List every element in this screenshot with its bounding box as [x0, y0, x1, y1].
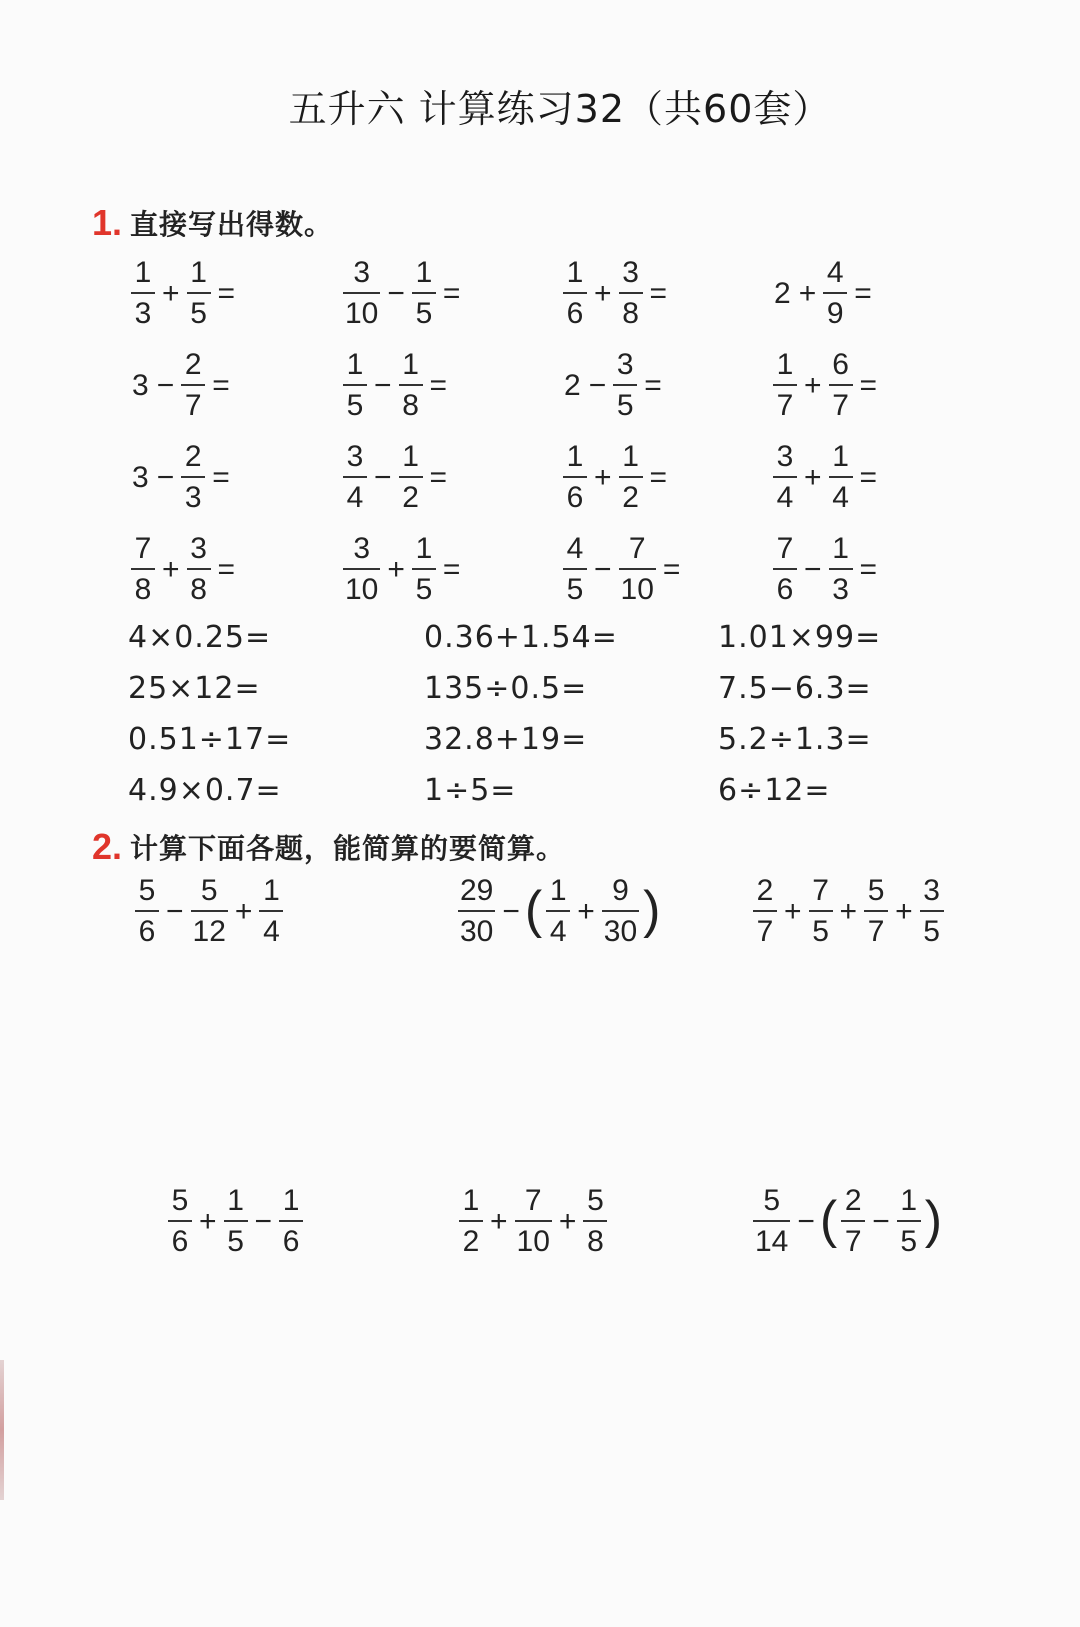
operator: 3: [132, 368, 149, 402]
fraction-bar: [135, 910, 159, 912]
fraction: [399, 442, 423, 513]
numerator: 5: [763, 1184, 781, 1217]
fraction-bar: [613, 384, 637, 386]
numerator: 9: [612, 874, 629, 907]
fraction: [619, 534, 656, 605]
numerator: 5: [587, 1184, 604, 1217]
operator: +: [162, 552, 180, 586]
denominator: 8: [190, 573, 207, 606]
operator: −: [594, 552, 612, 586]
parenthesis: ): [924, 1190, 943, 1249]
fraction-bar: [773, 476, 797, 478]
fraction-bar: [131, 568, 155, 570]
operator: +: [804, 460, 822, 494]
operator: =: [429, 368, 448, 402]
numerator: 1: [415, 256, 433, 289]
fraction-bar: [753, 910, 777, 912]
denominator: 9: [826, 297, 844, 330]
denominator: 10: [345, 297, 379, 330]
fraction-bar: [829, 476, 853, 478]
fraction-bar: [563, 292, 587, 294]
fraction-bar: [399, 476, 423, 478]
fraction-bar: [131, 292, 155, 294]
operator: +: [577, 894, 595, 928]
denominator: 10: [345, 573, 379, 606]
exercise-4-1: [128, 534, 239, 605]
fraction: [753, 876, 777, 947]
denominator: 7: [756, 915, 774, 948]
numerator: 1: [549, 874, 567, 907]
fraction: [458, 876, 495, 947]
fraction: [602, 876, 639, 947]
numerator: 7: [776, 532, 794, 565]
operator: −: [166, 894, 184, 928]
denominator: 6: [171, 1225, 189, 1258]
operator: −: [797, 1204, 815, 1238]
decimal-2-3: 7.5−6.3=: [718, 671, 872, 706]
numerator: 6: [832, 348, 849, 381]
fraction: [613, 350, 637, 421]
fraction: [343, 534, 380, 605]
denominator: 8: [402, 389, 419, 422]
fraction: [563, 442, 587, 513]
operator: =: [429, 460, 448, 494]
numerator: 1: [346, 348, 364, 381]
exercise-1-3: [560, 258, 671, 329]
denominator: 6: [138, 915, 156, 948]
denominator: 8: [134, 573, 152, 606]
exercise-3-2: [340, 442, 451, 513]
fraction: [131, 534, 155, 605]
fraction: [920, 876, 944, 947]
numerator: 1: [415, 532, 433, 565]
fraction: [583, 1186, 607, 1257]
section-2-header: [92, 826, 565, 868]
numerator: 3: [776, 440, 794, 473]
operator: −: [387, 276, 405, 310]
denominator: 2: [402, 481, 419, 514]
numerator: 2: [184, 440, 202, 473]
numerator: 3: [622, 256, 639, 289]
denominator: 7: [867, 915, 885, 948]
decimal-4-3: 6÷12=: [718, 773, 831, 808]
decimal-2-2: 135÷0.5=: [424, 671, 588, 706]
fraction-bar: [459, 1220, 483, 1222]
operator: +: [594, 460, 612, 494]
fraction-bar: [224, 1220, 248, 1222]
fraction-bar: [181, 476, 205, 478]
problem-6: [750, 1186, 943, 1257]
numerator: 4: [566, 532, 584, 565]
denominator: 30: [460, 915, 494, 948]
denominator: 5: [415, 297, 433, 330]
denominator: 6: [776, 573, 794, 606]
fraction-bar: [773, 384, 797, 386]
fraction-bar: [343, 292, 380, 294]
fraction: [619, 442, 643, 513]
fraction: [135, 876, 159, 947]
operator: −: [588, 368, 607, 402]
fraction-bar: [864, 910, 888, 912]
operator: −: [254, 1204, 273, 1238]
denominator: 7: [844, 1225, 862, 1258]
numerator: 4: [826, 256, 844, 289]
section-2-number: 2.: [92, 826, 123, 867]
fraction: [459, 1186, 483, 1257]
exercise-1-2: [340, 258, 464, 329]
numerator: 3: [923, 874, 940, 907]
numerator: 2: [756, 874, 774, 907]
operator: −: [156, 368, 175, 402]
denominator: 10: [620, 573, 654, 606]
denominator: 8: [587, 1225, 604, 1258]
denominator: 6: [566, 297, 584, 330]
fraction: [343, 442, 367, 513]
fraction-bar: [563, 476, 587, 478]
section-1-number: 1.: [92, 202, 123, 243]
operator: +: [558, 1204, 577, 1238]
denominator: 7: [776, 389, 794, 422]
numerator: 5: [867, 874, 885, 907]
fraction-bar: [343, 568, 380, 570]
exercise-1-1: [128, 258, 239, 329]
numerator: 1: [462, 1184, 480, 1217]
denominator: 30: [603, 915, 638, 948]
operator: +: [594, 276, 612, 310]
fraction-bar: [458, 910, 495, 912]
fraction: [897, 1186, 921, 1257]
operator: =: [212, 460, 230, 494]
fraction: [773, 534, 797, 605]
operator: −: [502, 894, 520, 928]
numerator: 1: [190, 256, 207, 289]
denominator: 10: [516, 1225, 550, 1258]
operator: −: [804, 552, 822, 586]
fraction-bar: [412, 568, 436, 570]
fraction-bar: [829, 384, 853, 386]
fraction-bar: [412, 292, 436, 294]
numerator: 7: [812, 874, 829, 907]
fraction-bar: [563, 568, 587, 570]
page-edge-mark: [0, 1360, 4, 1500]
fraction-bar: [191, 910, 228, 912]
numerator: 5: [171, 1184, 189, 1217]
exercise-2-2: [340, 350, 451, 421]
fraction-bar: [619, 292, 643, 294]
operator: 2: [774, 276, 791, 310]
operator: −: [374, 368, 392, 402]
fraction: [809, 876, 833, 947]
fraction-bar: [583, 1220, 607, 1222]
fraction-bar: [168, 1220, 192, 1222]
fraction: [563, 534, 587, 605]
decimal-4-2: 1÷5=: [424, 773, 517, 808]
fraction-bar: [809, 910, 833, 912]
numerator: 3: [353, 532, 371, 565]
operator: 3: [132, 460, 149, 494]
fraction-bar: [399, 384, 423, 386]
numerator: 3: [346, 440, 364, 473]
page-title: 五升六 计算练习32（共60套）: [288, 87, 832, 131]
operator: =: [649, 460, 668, 494]
decimal-4-1: 4.9×0.7=: [128, 773, 282, 808]
fraction-bar: [187, 568, 211, 570]
denominator: 7: [184, 389, 202, 422]
operator: +: [490, 1204, 508, 1238]
fraction: [823, 258, 847, 329]
numerator: 7: [524, 1184, 542, 1217]
decimal-2-1: 25×12=: [128, 671, 261, 706]
operator: =: [442, 276, 461, 310]
denominator: 5: [616, 389, 634, 422]
fraction-bar: [343, 476, 367, 478]
fraction: [187, 258, 211, 329]
fraction-bar: [619, 476, 643, 478]
operator: +: [162, 276, 180, 310]
denominator: 5: [566, 573, 584, 606]
numerator: 3: [190, 532, 207, 565]
numerator: 1: [282, 1184, 300, 1217]
numerator: 1: [402, 348, 419, 381]
fraction: [181, 442, 205, 513]
fraction-bar: [823, 292, 847, 294]
fraction: [343, 350, 367, 421]
numerator: 3: [616, 348, 634, 381]
operator: +: [839, 894, 858, 928]
denominator: 5: [900, 1225, 918, 1258]
numerator: 1: [227, 1184, 244, 1217]
exercise-2-3: [560, 350, 666, 421]
fraction-bar: [753, 1220, 790, 1222]
operator: =: [217, 552, 236, 586]
operator: =: [649, 276, 668, 310]
operator: +: [784, 894, 802, 928]
denominator: 2: [622, 481, 639, 514]
denominator: 6: [566, 481, 584, 514]
denominator: 3: [134, 297, 152, 330]
operator: =: [859, 368, 878, 402]
numerator: 29: [460, 874, 494, 907]
denominator: 6: [282, 1225, 300, 1258]
denominator: 4: [832, 481, 849, 514]
exercise-3-3: [560, 442, 671, 513]
numerator: 1: [832, 532, 849, 565]
numerator: 1: [832, 440, 849, 473]
fraction-bar: [181, 384, 205, 386]
operator: =: [212, 368, 230, 402]
exercise-1-4: [770, 258, 876, 329]
operator: =: [859, 552, 878, 586]
decimal-1-3: 1.01×99=: [718, 620, 882, 655]
fraction: [259, 876, 283, 947]
parenthesis: (: [524, 880, 543, 939]
problem-3: [750, 876, 947, 947]
operator: +: [895, 894, 913, 928]
denominator: 5: [415, 573, 433, 606]
problem-5: [456, 1186, 610, 1257]
fraction-bar: [829, 568, 853, 570]
numerator: 7: [134, 532, 152, 565]
operator: 2: [564, 368, 581, 402]
numerator: 1: [263, 874, 280, 907]
fraction-bar: [515, 1220, 552, 1222]
fraction-bar: [897, 1220, 921, 1222]
fraction: [515, 1186, 552, 1257]
denominator: 5: [227, 1225, 244, 1258]
numerator: 1: [402, 440, 419, 473]
denominator: 5: [190, 297, 207, 330]
denominator: 4: [776, 481, 794, 514]
exercise-4-2: [340, 534, 464, 605]
fraction: [619, 258, 643, 329]
denominator: 4: [346, 481, 364, 514]
denominator: 5: [812, 915, 829, 948]
numerator: 2: [844, 1184, 862, 1217]
numerator: 1: [776, 348, 794, 381]
fraction: [412, 258, 436, 329]
fraction-bar: [546, 910, 570, 912]
operator: +: [387, 552, 405, 586]
fraction: [829, 534, 853, 605]
denominator: 5: [346, 389, 364, 422]
decimal-1-2: 0.36+1.54=: [424, 620, 618, 655]
decimal-3-1: 0.51÷17=: [128, 722, 292, 757]
fraction: [773, 350, 797, 421]
exercise-3-1: [128, 442, 234, 513]
fraction: [168, 1186, 192, 1257]
fraction-bar: [343, 384, 367, 386]
decimal-3-3: 5.2÷1.3=: [718, 722, 872, 757]
operator: =: [854, 276, 872, 310]
numerator: 1: [900, 1184, 918, 1217]
operator: +: [199, 1204, 217, 1238]
fraction-bar: [619, 568, 656, 570]
operator: =: [644, 368, 662, 402]
denominator: 14: [755, 1225, 789, 1258]
section-1-heading: 直接写出得数。: [130, 208, 334, 241]
parenthesis: (: [819, 1190, 838, 1249]
fraction: [191, 876, 228, 947]
operator: +: [798, 276, 817, 310]
exercise-4-4: [770, 534, 881, 605]
fraction: [563, 258, 587, 329]
parenthesis: ): [643, 880, 661, 939]
numerator: 5: [138, 874, 156, 907]
exercise-3-4: [770, 442, 881, 513]
numerator: 1: [622, 440, 639, 473]
operator: =: [859, 460, 878, 494]
decimal-3-2: 32.8+19=: [424, 722, 588, 757]
denominator: 3: [184, 481, 202, 514]
fraction: [343, 258, 380, 329]
fraction: [224, 1186, 248, 1257]
fraction-bar: [920, 910, 944, 912]
fraction-bar: [841, 1220, 865, 1222]
problem-4: [165, 1186, 306, 1257]
problem-1: [132, 876, 286, 947]
numerator: 5: [200, 874, 218, 907]
denominator: 2: [462, 1225, 480, 1258]
section-2-heading: 计算下面各题，能简算的要简算。: [130, 832, 566, 865]
fraction: [279, 1186, 303, 1257]
numerator: 3: [353, 256, 371, 289]
denominator: 7: [832, 389, 849, 422]
operator: −: [156, 460, 175, 494]
denominator: 4: [549, 915, 567, 948]
fraction: [546, 876, 570, 947]
fraction: [399, 350, 423, 421]
fraction-bar: [187, 292, 211, 294]
operator: −: [872, 1204, 890, 1238]
fraction: [829, 442, 853, 513]
denominator: 5: [923, 915, 940, 948]
fraction-bar: [773, 568, 797, 570]
numerator: 1: [134, 256, 152, 289]
denominator: 4: [263, 915, 280, 948]
fraction-bar: [279, 1220, 303, 1222]
operator: −: [374, 460, 392, 494]
operator: =: [442, 552, 461, 586]
fraction: [131, 258, 155, 329]
exercise-4-3: [560, 534, 684, 605]
fraction: [864, 876, 888, 947]
denominator: 3: [832, 573, 849, 606]
fraction: [773, 442, 797, 513]
fraction: [412, 534, 436, 605]
fraction-bar: [259, 910, 283, 912]
numerator: 2: [184, 348, 202, 381]
operator: +: [234, 894, 253, 928]
decimal-1-1: 4×0.25=: [128, 620, 272, 655]
numerator: 1: [566, 256, 584, 289]
exercise-2-1: [128, 350, 234, 421]
exercise-2-4: [770, 350, 881, 421]
numerator: 1: [566, 440, 584, 473]
fraction: [187, 534, 211, 605]
numerator: 7: [628, 532, 646, 565]
fraction: [753, 1186, 790, 1257]
denominator: 12: [192, 915, 226, 948]
fraction: [181, 350, 205, 421]
fraction: [829, 350, 853, 421]
denominator: 8: [622, 297, 639, 330]
section-1-header: [92, 202, 333, 244]
fraction-bar: [602, 910, 639, 912]
operator: =: [217, 276, 236, 310]
problem-2: [455, 876, 661, 947]
operator: +: [804, 368, 822, 402]
fraction: [841, 1186, 865, 1257]
operator: =: [662, 552, 681, 586]
